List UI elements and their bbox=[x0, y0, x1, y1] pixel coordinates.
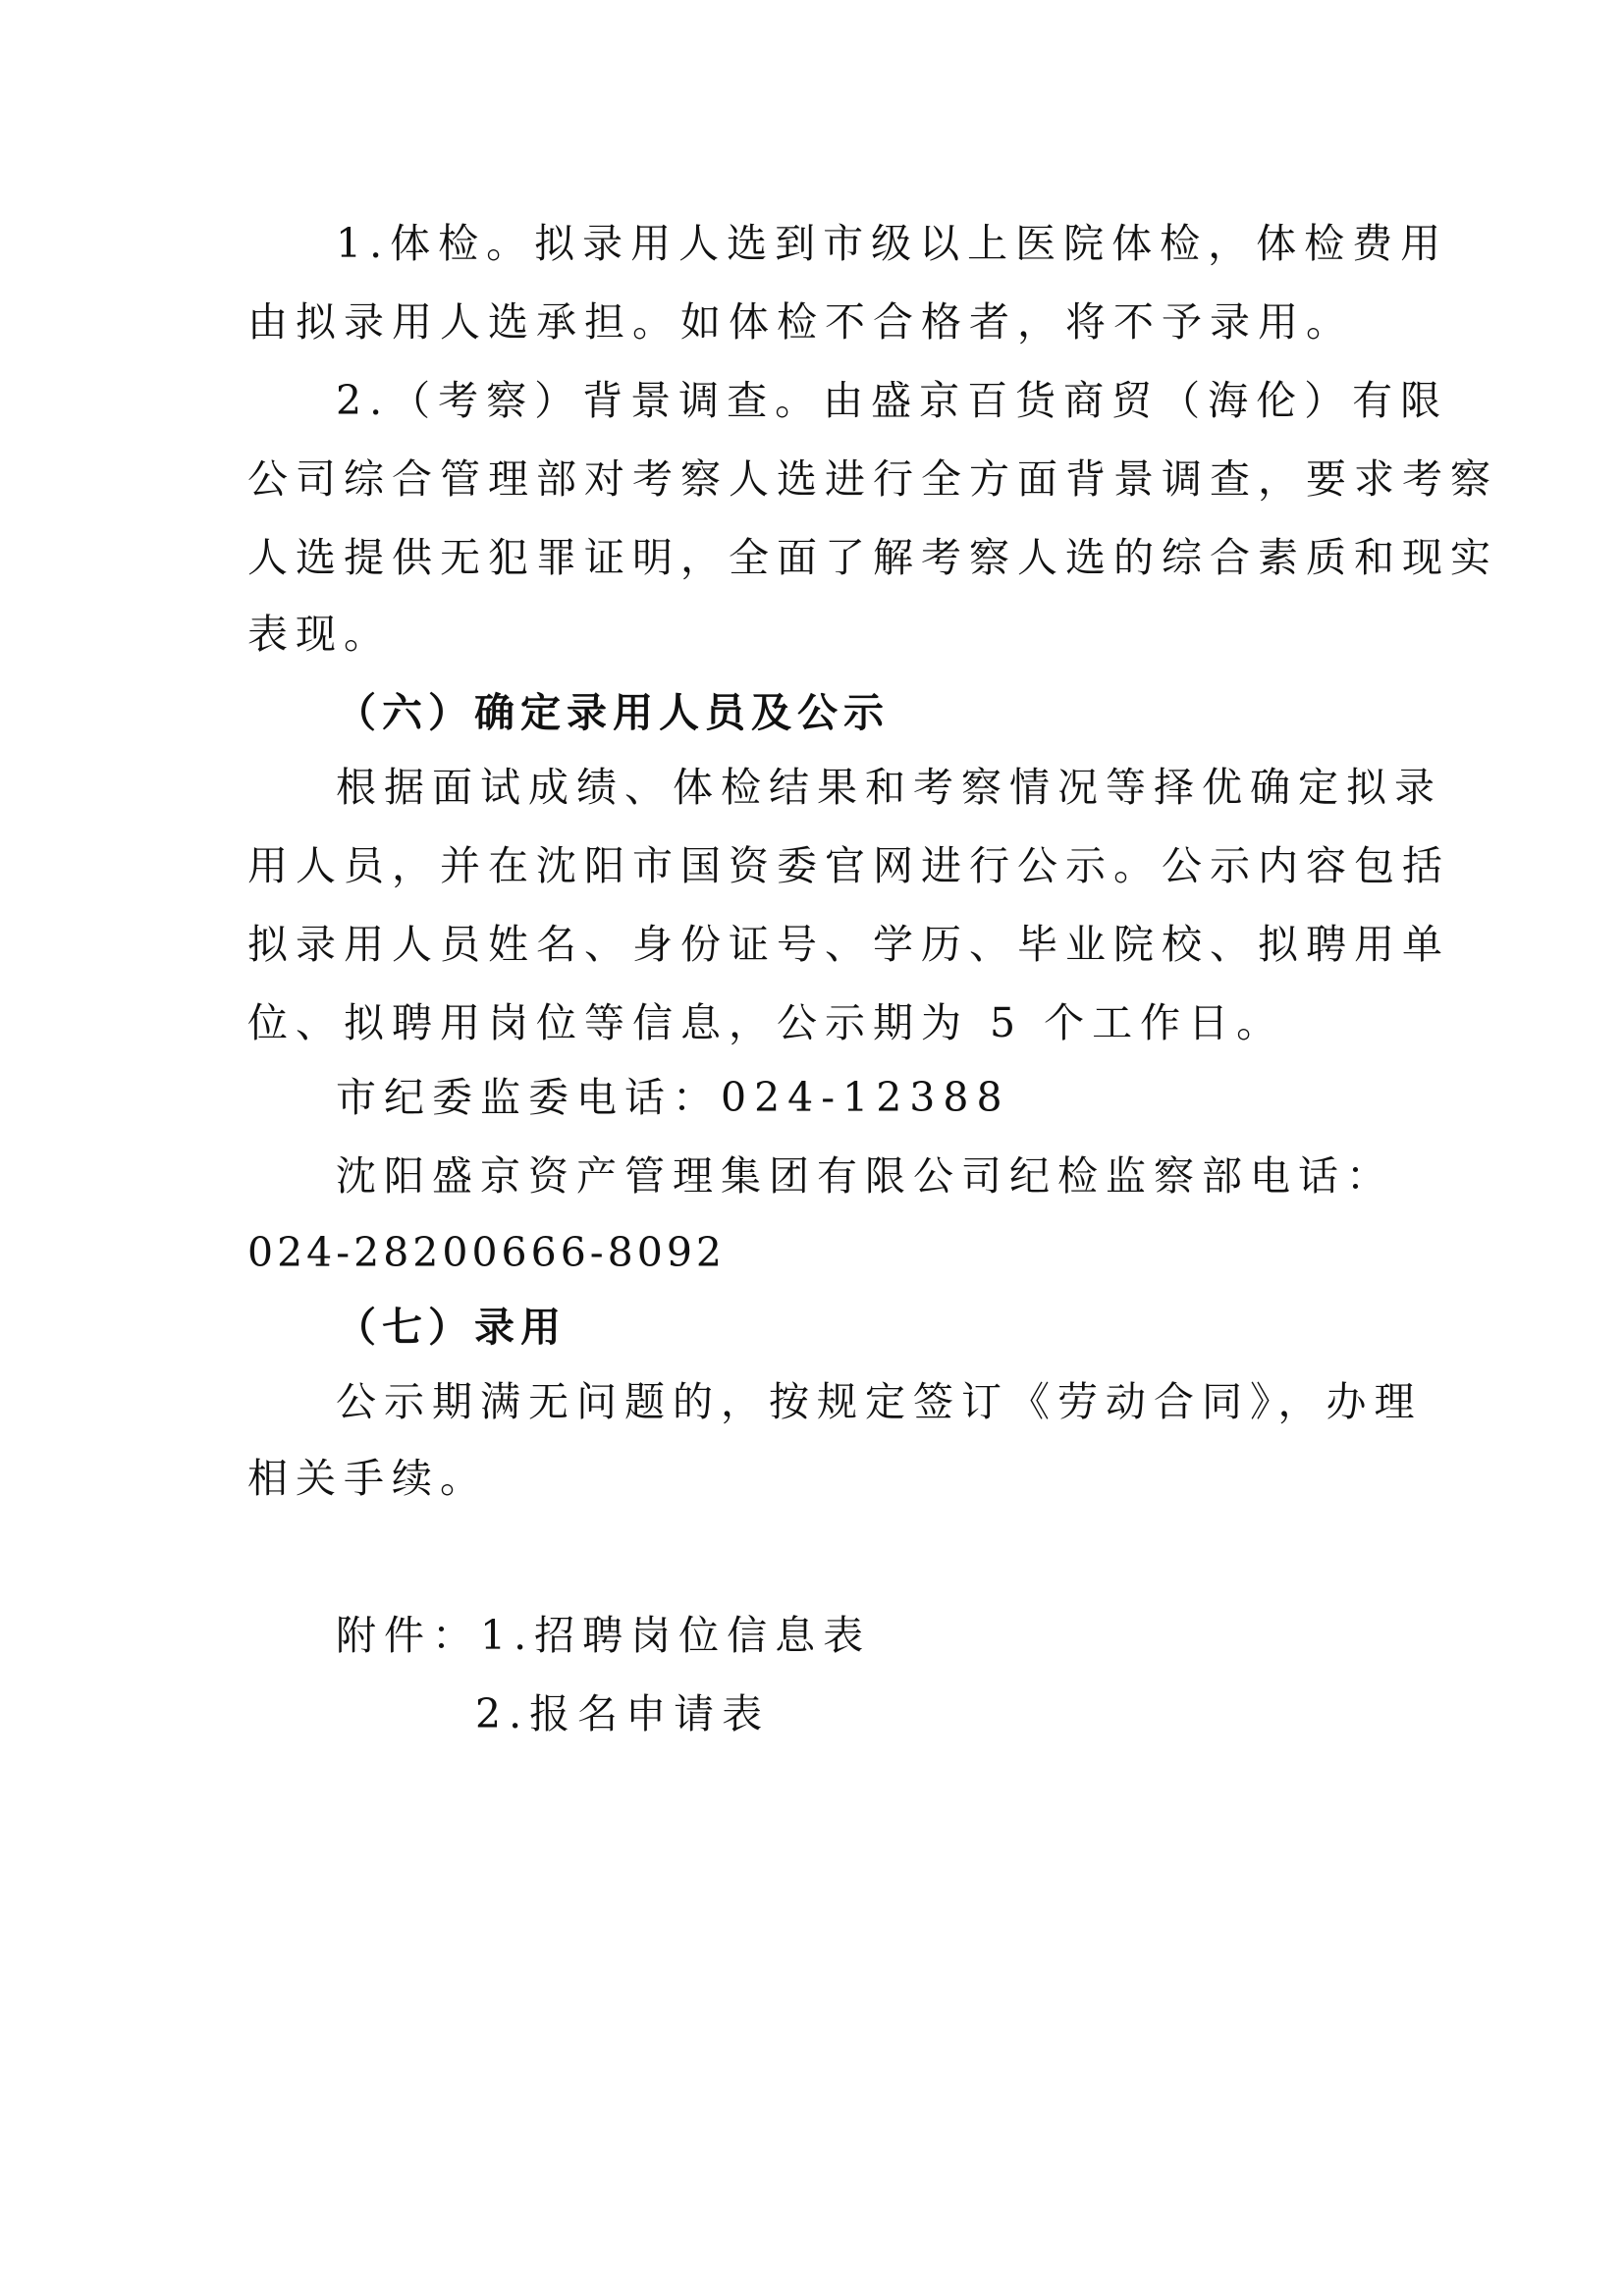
attachments-line-1 bbox=[336, 1610, 871, 1661]
phone-line-commission: 市纪委监委电话：024-12388 bbox=[336, 1074, 1010, 1121]
paragraph-6-line-2: 相关手续。 bbox=[247, 1455, 488, 1502]
paragraph-1-line-2: 由拟录用人选承担。如体检不合格者，将不予录用。 bbox=[247, 298, 1354, 346]
paragraph-2-line-3: 人选提供无犯罪证明，全面了解考察人选的综合素质和现实 bbox=[247, 534, 1498, 581]
paragraph-2-line-1: 2.（考察）背景调查。由盛京百货商贸（海伦）有限 bbox=[336, 377, 1449, 424]
attachment-item-2: 2.报名申请表 bbox=[475, 1690, 771, 1737]
paragraph-3-line-1: 根据面试成绩、体检结果和考察情况等择优确定拟录 bbox=[336, 764, 1442, 811]
paragraph-2-line-4: 表现。 bbox=[247, 611, 392, 658]
paragraph-1-line-1: 1.体检。拟录用人选到市级以上医院体检，体检费用 bbox=[336, 220, 1449, 267]
paragraph-2-line-2: 公司综合管理部对考察人选进行全方面背景调查，要求考察 bbox=[247, 455, 1498, 503]
paragraph-3-line-3: 拟录用人员姓名、身份证号、学历、毕业院校、拟聘用单 bbox=[247, 921, 1450, 968]
phone-line-group-number: 024-28200666-8092 bbox=[247, 1229, 726, 1276]
paragraph-3-line-4: 位、拟聘用岗位等信息，公示期为 5 个工作日。 bbox=[247, 999, 1285, 1046]
section-heading-6: （六）确定录用人员及公示 bbox=[336, 689, 890, 736]
attachments-label: 附件： bbox=[336, 1612, 480, 1659]
paragraph-6-line-1: 公示期满无问题的，按规定签订《劳动合同》，办理 bbox=[336, 1378, 1423, 1425]
paragraph-3-line-2: 用人员，并在沈阳市国资委官网进行公示。公示内容包括 bbox=[247, 842, 1450, 889]
attachment-item-1: 1.招聘岗位信息表 bbox=[480, 1612, 872, 1659]
section-heading-7: （七）录用 bbox=[336, 1304, 567, 1351]
phone-line-group-label: 沈阳盛京资产管理集团有限公司纪检监察部电话： bbox=[336, 1152, 1394, 1200]
